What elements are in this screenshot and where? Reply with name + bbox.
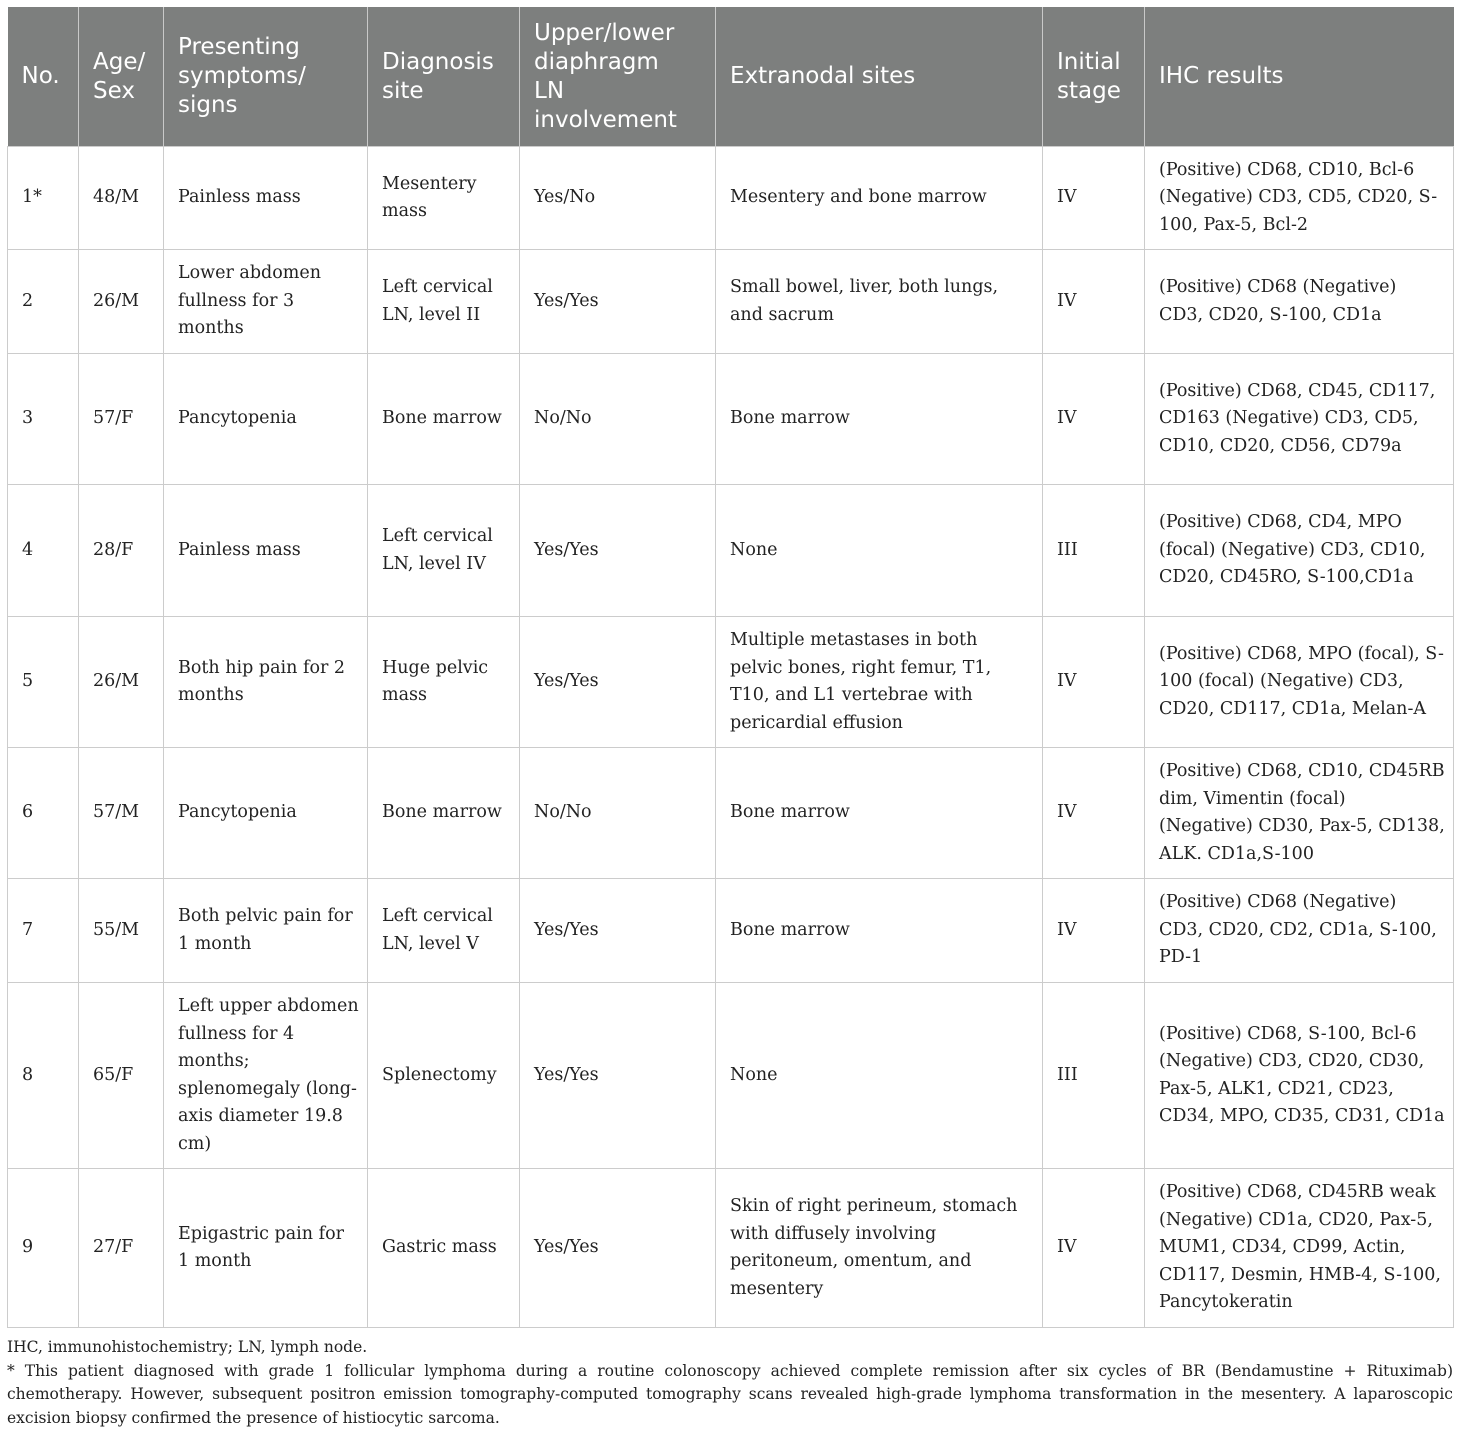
cell-extranodal-sites: None [716, 485, 1043, 617]
cell-extranodal-sites: None [716, 983, 1043, 1169]
cell-ihc-results: (Positive) CD68 (Negative) CD3, CD20, S-100, CD1a [1145, 250, 1454, 354]
cell-diagnosis-site: Gastric mass [368, 1169, 520, 1328]
cell-initial-stage: IV [1043, 147, 1145, 250]
cell-ln-involvement: No/No [520, 354, 716, 485]
cell-no: 1* [8, 147, 79, 250]
cell-symptoms: Both hip pain for 2 months [164, 617, 368, 748]
cell-initial-stage: IV [1043, 1169, 1145, 1328]
header-age-sex-label: Age/ Sex [93, 48, 146, 104]
cell-ln-involvement: Yes/Yes [520, 617, 716, 748]
cell-age-sex: 65/F [79, 983, 164, 1169]
patient-characteristics-table [7, 7, 1454, 1328]
cell-extranodal-sites: Bone marrow [716, 879, 1043, 983]
cell-no: 8 [8, 983, 79, 1169]
header-ln-involvement-label: Upper/lower diaphragm LN involvement [534, 19, 677, 133]
cell-symptoms: Left upper abdomen fullness for 4 months; splenomegaly (long-axis diameter 19.8 cm) [164, 983, 368, 1169]
cell-no: 9 [8, 1169, 79, 1328]
cell-age-sex: 57/F [79, 354, 164, 485]
cell-no: 6 [8, 748, 79, 879]
cell-no: 2 [8, 250, 79, 354]
cell-age-sex: 27/F [79, 1169, 164, 1328]
table-footnotes [7, 1336, 1453, 1430]
header-initial-stage-label: Initial stage [1057, 48, 1121, 104]
cell-ln-involvement: Yes/Yes [520, 1169, 716, 1328]
table-body [8, 147, 1454, 1328]
cell-initial-stage: IV [1043, 617, 1145, 748]
header-no-label: No. [21, 63, 60, 89]
cell-age-sex: 26/M [79, 250, 164, 354]
cell-initial-stage: IV [1043, 250, 1145, 354]
cell-initial-stage: IV [1043, 879, 1145, 983]
cell-initial-stage: IV [1043, 748, 1145, 879]
cell-age-sex: 55/M [79, 879, 164, 983]
cell-initial-stage: III [1043, 983, 1145, 1169]
cell-extranodal-sites: Multiple metastases in both pelvic bones, right femur, T1, T10, and L1 vertebrae with pericardial effusion [716, 617, 1043, 748]
cell-symptoms: Epigastric pain for 1 month [164, 1169, 368, 1328]
cell-age-sex: 57/M [79, 748, 164, 879]
cell-age-sex: 26/M [79, 617, 164, 748]
cell-extranodal-sites: Skin of right perineum, stomach with diffusely involving peritoneum, omentum, and mesentery [716, 1169, 1043, 1328]
cell-diagnosis-site: Left cervical LN, level IV [368, 485, 520, 617]
cell-ln-involvement: Yes/Yes [520, 983, 716, 1169]
col-header-ln-involvement [520, 7, 716, 147]
cell-diagnosis-site: Bone marrow [368, 748, 520, 879]
cell-diagnosis-site: Splenectomy [368, 983, 520, 1169]
cell-age-sex: 48/M [79, 147, 164, 250]
header-symptoms-label: Presenting symptoms/ signs [178, 34, 306, 118]
cell-extranodal-sites: Mesentery and bone marrow [716, 147, 1043, 250]
table-row [8, 1169, 1454, 1328]
table-row [8, 250, 1454, 354]
table-row [8, 983, 1454, 1169]
footnote-abbreviations: IHC, immunohistochemistry; LN, lymph node. [7, 1338, 368, 1356]
cell-initial-stage: III [1043, 485, 1145, 617]
table-row [8, 879, 1454, 983]
cell-age-sex: 28/F [79, 485, 164, 617]
cell-ihc-results: (Positive) CD68, CD45RB weak (Negative) CD1a, CD20, Pax-5, MUM1, CD34, CD99, Actin, CD117, Desmin, HMB-4, S-100, Pancytokeratin [1145, 1169, 1454, 1328]
cell-diagnosis-site: Left cervical LN, level V [368, 879, 520, 983]
col-header-no [8, 7, 79, 147]
cell-no: 3 [8, 354, 79, 485]
table-row [8, 147, 1454, 250]
header-ihc-label: IHC results [1159, 63, 1284, 89]
table-row [8, 354, 1454, 485]
col-header-initial-stage [1043, 7, 1145, 147]
footnote-asterisk: * This patient diagnosed with grade 1 follicular lymphoma during a routine colonoscopy achieved complete remission after six cycles of BR (Bendamustine + Rituximab) chemotherapy. However, subsequent positron emission tomography-computed tomography scans revealed high-grade lymphoma transformation in the mesentery. A laparoscopic excision biopsy confirmed the presence of histiocytic sarcoma. [7, 1361, 1453, 1427]
cell-diagnosis-site: Bone marrow [368, 354, 520, 485]
cell-no: 7 [8, 879, 79, 983]
cell-no: 4 [8, 485, 79, 617]
cell-ihc-results: (Positive) CD68, S-100, Bcl-6 (Negative) CD3, CD20, CD30, Pax-5, ALK1, CD21, CD23, CD34, MPO, CD35, CD31, CD1a [1145, 983, 1454, 1169]
table-row [8, 617, 1454, 748]
cell-extranodal-sites: Bone marrow [716, 748, 1043, 879]
cell-diagnosis-site: Left cervical LN, level II [368, 250, 520, 354]
cell-ln-involvement: Yes/Yes [520, 879, 716, 983]
cell-ln-involvement: No/No [520, 748, 716, 879]
table-row [8, 748, 1454, 879]
cell-ln-involvement: Yes/No [520, 147, 716, 250]
col-header-symptoms [164, 7, 368, 147]
cell-ihc-results: (Positive) CD68, MPO (focal), S-100 (focal) (Negative) CD3, CD20, CD117, CD1a, Melan-A [1145, 617, 1454, 748]
cell-ihc-results: (Positive) CD68, CD10, Bcl-6 (Negative) CD3, CD5, CD20, S-100, Pax-5, Bcl-2 [1145, 147, 1454, 250]
cell-extranodal-sites: Small bowel, liver, both lungs, and sacrum [716, 250, 1043, 354]
col-header-ihc-results [1145, 7, 1454, 147]
cell-ihc-results: (Positive) CD68, CD45, CD117, CD163 (Negative) CD3, CD5, CD10, CD20, CD56, CD79a [1145, 354, 1454, 485]
header-row [8, 7, 1454, 147]
cell-diagnosis-site: Huge pelvic mass [368, 617, 520, 748]
header-diagnosis-site-label: Diagnosis site [382, 48, 494, 104]
cell-symptoms: Pancytopenia [164, 354, 368, 485]
header-extranodal-label: Extranodal sites [730, 63, 916, 89]
cell-symptoms: Both pelvic pain for 1 month [164, 879, 368, 983]
col-header-age-sex [79, 7, 164, 147]
col-header-diagnosis-site [368, 7, 520, 147]
cell-diagnosis-site: Mesentery mass [368, 147, 520, 250]
cell-ln-involvement: Yes/Yes [520, 250, 716, 354]
cell-symptoms: Lower abdomen fullness for 3 months [164, 250, 368, 354]
cell-ihc-results: (Positive) CD68 (Negative) CD3, CD20, CD2, CD1a, S-100, PD-1 [1145, 879, 1454, 983]
cell-ln-involvement: Yes/Yes [520, 485, 716, 617]
cell-symptoms: Pancytopenia [164, 748, 368, 879]
table-row [8, 485, 1454, 617]
col-header-extranodal-sites [716, 7, 1043, 147]
cell-ihc-results: (Positive) CD68, CD4, MPO (focal) (Negative) CD3, CD10, CD20, CD45RO, S-100,CD1a [1145, 485, 1454, 617]
cell-ihc-results: (Positive) CD68, CD10, CD45RB dim, Vimentin (focal) (Negative) CD30, Pax-5, CD138, ALK. CD1a,S-100 [1145, 748, 1454, 879]
cell-symptoms: Painless mass [164, 147, 368, 250]
cell-initial-stage: IV [1043, 354, 1145, 485]
cell-symptoms: Painless mass [164, 485, 368, 617]
table-container [7, 7, 1453, 1430]
cell-no: 5 [8, 617, 79, 748]
cell-extranodal-sites: Bone marrow [716, 354, 1043, 485]
